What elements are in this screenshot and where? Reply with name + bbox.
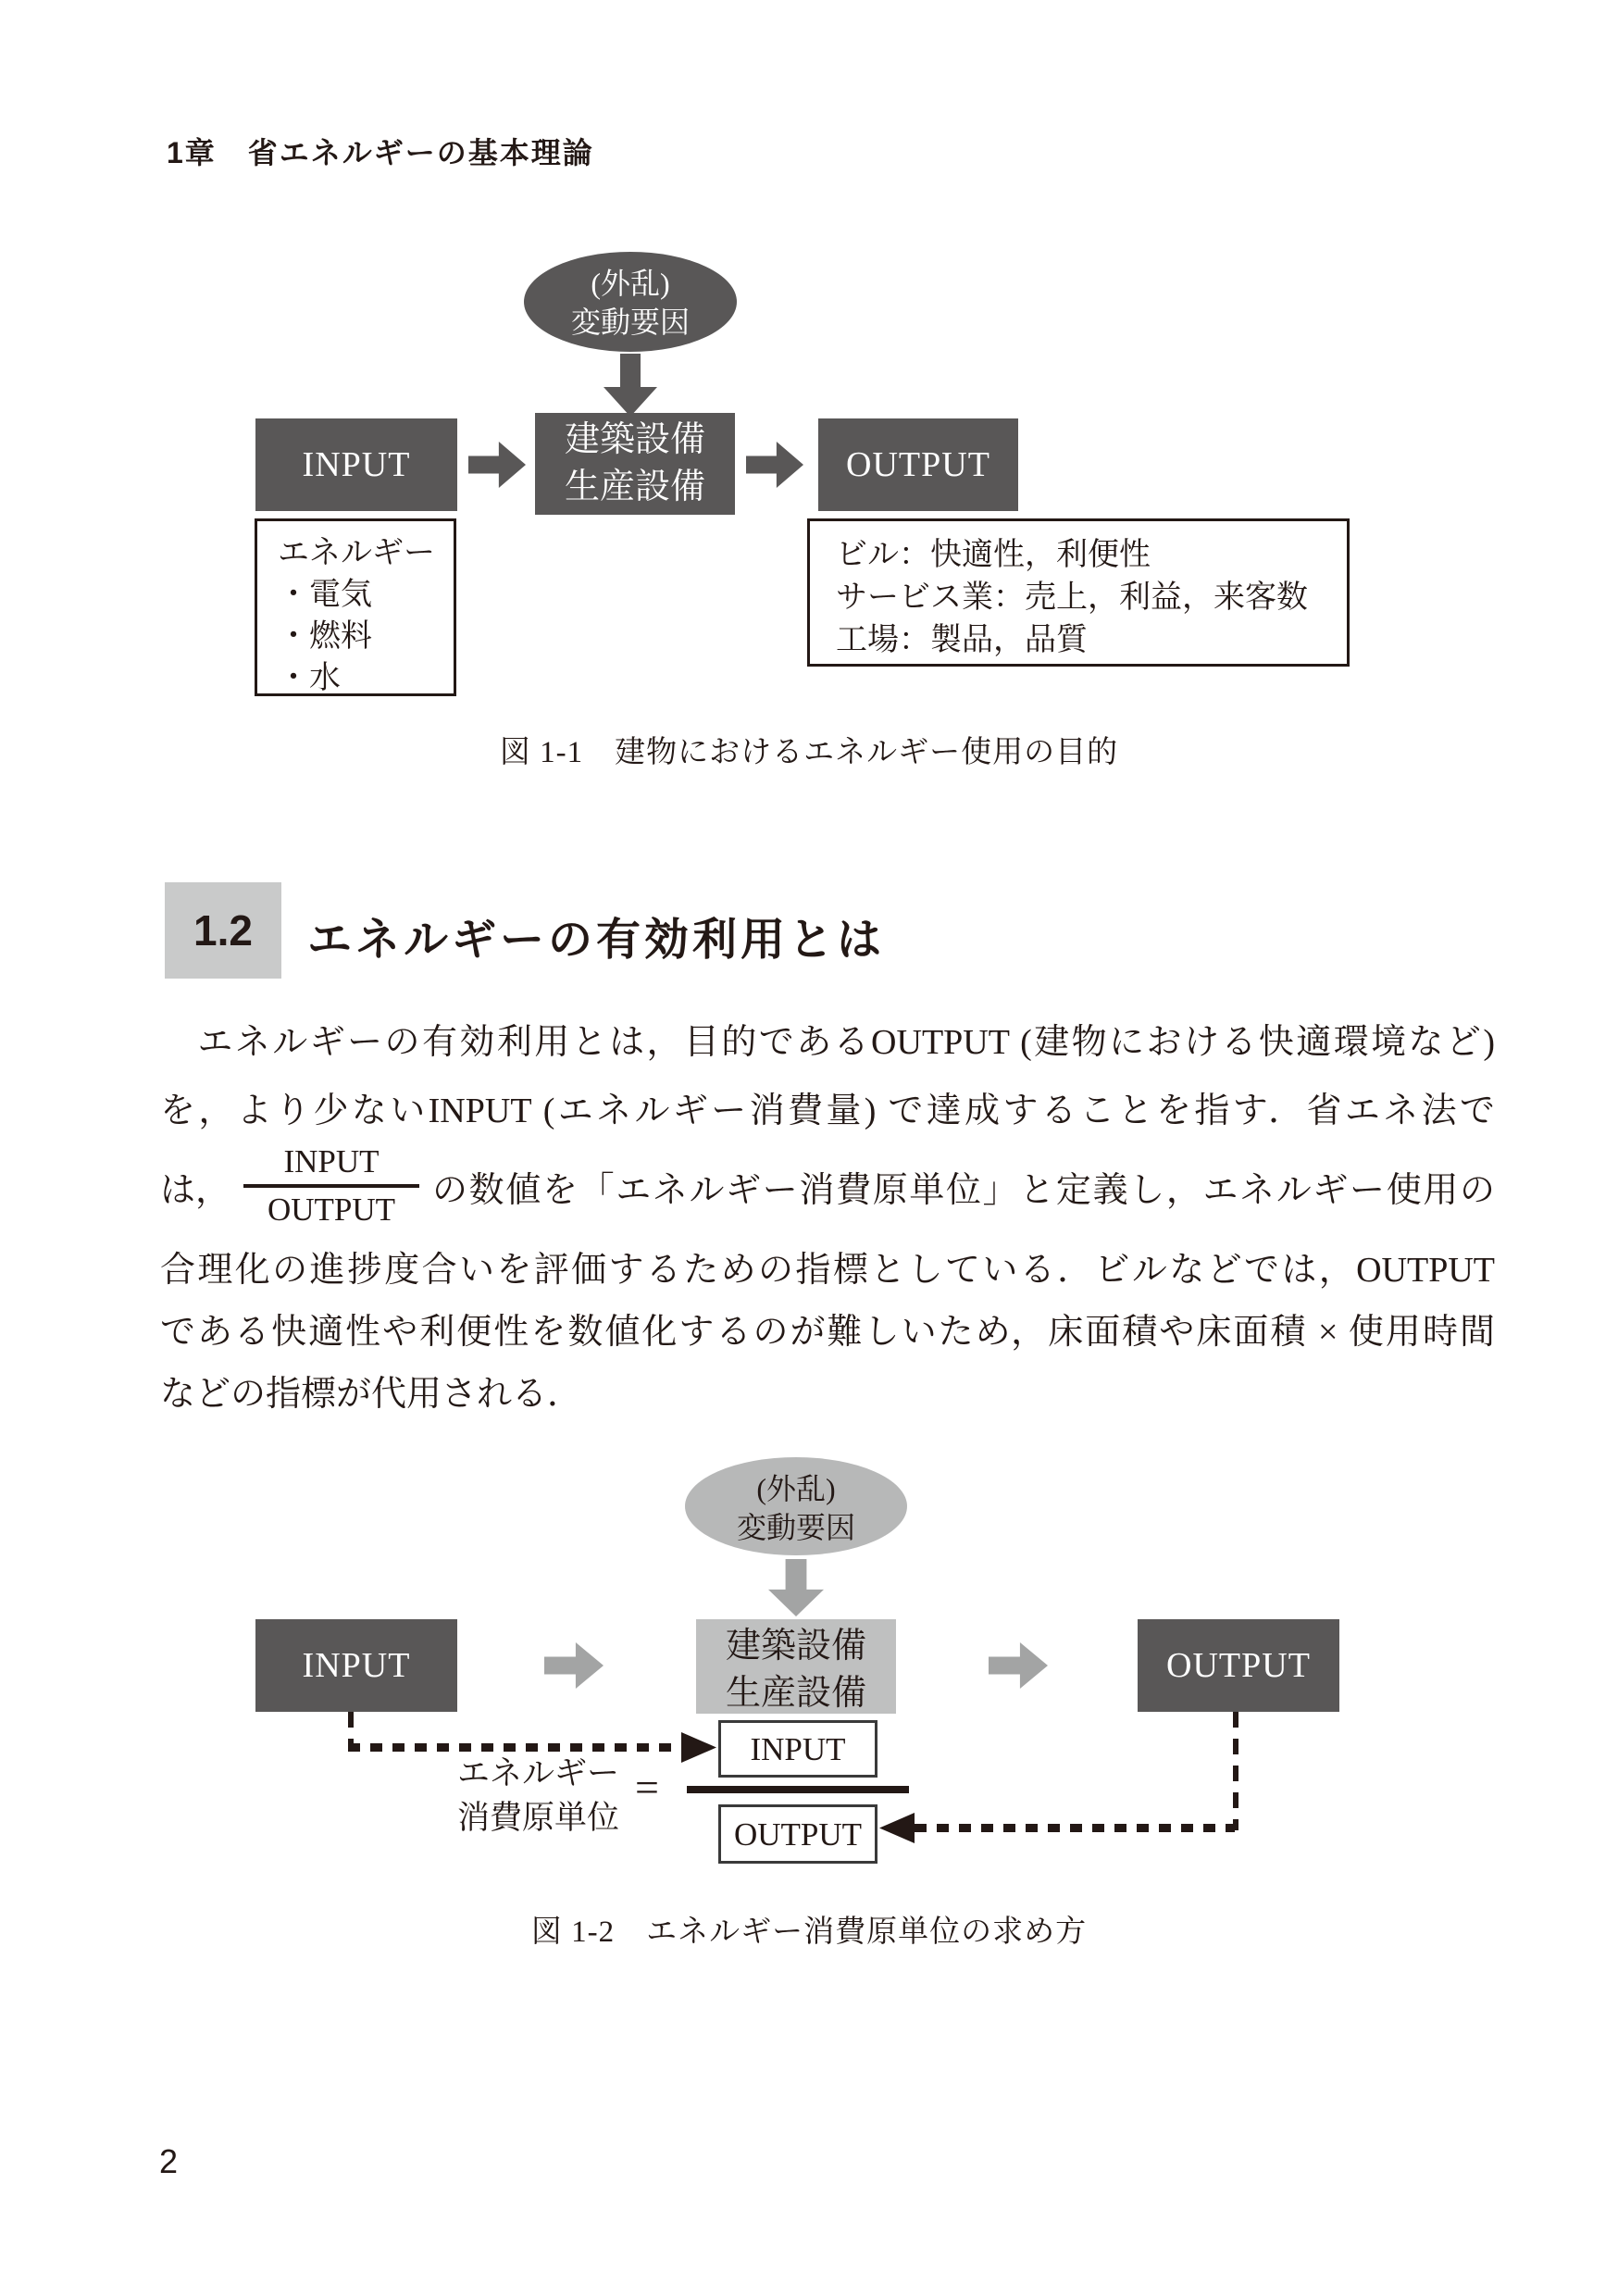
formula-numerator-box	[718, 1720, 877, 1778]
arrow-right-icon	[468, 442, 526, 488]
input-detail-box	[255, 518, 456, 696]
fraction-denominator: OUTPUT	[267, 1192, 396, 1228]
arrow-right-icon	[989, 1642, 1048, 1689]
output-label: OUTPUT	[846, 445, 990, 484]
dashed-connector-left-vertical	[348, 1712, 354, 1747]
formula-denominator-box	[718, 1804, 877, 1864]
body-line: を，より少ないINPUT (エネルギー消費量) で達成することを指す．省エネ法で	[160, 1092, 1495, 1130]
output-box	[1138, 1619, 1339, 1712]
process-line1: 建築設備	[564, 420, 705, 459]
disturbance-ellipse	[685, 1457, 907, 1555]
body-line-with-fraction	[160, 1137, 1495, 1235]
dashed-connector-right-horizontal	[915, 1824, 1235, 1832]
disturbance-line1: (外乱)	[756, 1472, 836, 1505]
output-detail-line: サービス業：売上，利益，来客数	[836, 580, 1308, 615]
disturbance-line1: (外乱)	[591, 267, 670, 300]
fraction-numerator: INPUT	[283, 1143, 380, 1179]
formula-numerator: INPUT	[750, 1731, 846, 1767]
process-line2: 生産設備	[725, 1674, 866, 1713]
input-detail-item: ・水	[278, 661, 341, 695]
output-detail-line: ビル：快適性，利便性	[836, 538, 1151, 572]
dashed-connector-right-vertical	[1233, 1712, 1238, 1830]
formula-label	[457, 1752, 633, 1841]
section-number: 1.2	[193, 906, 253, 955]
input-detail-title: エネルギー	[278, 536, 435, 570]
formula-label-line1: エネルギー	[457, 1755, 620, 1791]
body-line3-prefix: は，	[160, 1170, 231, 1210]
input-box	[255, 418, 457, 511]
disturbance-ellipse	[524, 252, 737, 352]
arrow-down-icon	[604, 354, 657, 417]
output-detail-box	[807, 518, 1350, 667]
formula-denominator: OUTPUT	[733, 1816, 863, 1853]
process-line1: 建築設備	[725, 1627, 866, 1666]
fraction-bar	[243, 1184, 419, 1188]
formula-fraction-bar	[687, 1786, 909, 1793]
input-detail-item: ・電気	[278, 578, 372, 612]
process-box	[696, 1619, 896, 1714]
body-line: などの指標が代用される．	[160, 1375, 583, 1414]
page-number: 2	[159, 2142, 179, 2180]
output-detail-line: 工場：製品，品質	[836, 623, 1088, 657]
input-label: INPUT	[302, 445, 411, 484]
arrowhead-left-icon	[879, 1813, 915, 1843]
section-title: エネルギーの有効利用とは	[307, 916, 886, 965]
body-line: 合理化の進捗度合いを評価するための指標としている．ビルなどでは，OUTPUT	[160, 1251, 1495, 1290]
arrowhead-right-icon	[681, 1732, 716, 1763]
body-line: である快適性や利便性を数値化するのが難しいため，床面積や床面積 × 使用時間	[160, 1313, 1495, 1352]
arrow-right-icon	[544, 1642, 604, 1689]
chapter-header: 1章 省エネルギーの基本理論	[167, 136, 594, 169]
inline-fraction	[243, 1142, 419, 1230]
section-number-box	[165, 882, 281, 979]
body-line3-suffix: の数値を「エネルギー消費原単位」と定義し，エネルギー使用の	[432, 1170, 1495, 1210]
body-line: エネルギーの有効利用とは，目的であるOUTPUT (建物における快適環境など)	[160, 1023, 1495, 1062]
output-label: OUTPUT	[1166, 1646, 1311, 1685]
input-box	[255, 1619, 457, 1712]
arrow-right-icon	[746, 442, 803, 488]
equals-sign: =	[635, 1764, 659, 1811]
input-label: INPUT	[302, 1646, 411, 1685]
input-detail-item: ・燃料	[278, 619, 372, 654]
figure1-caption: 図 1-1 建物におけるエネルギー使用の目的	[499, 736, 1119, 769]
output-box	[818, 418, 1018, 511]
process-line2: 生産設備	[564, 468, 705, 506]
arrow-down-icon	[768, 1559, 824, 1616]
formula-label-line2: 消費原単位	[457, 1800, 620, 1836]
dashed-connector-left-horizontal	[348, 1743, 681, 1752]
disturbance-line2: 変動要因	[570, 306, 690, 339]
figure2-caption: 図 1-2 エネルギー消費原単位の求め方	[530, 1915, 1088, 1949]
process-box	[535, 413, 735, 515]
disturbance-line2: 変動要因	[736, 1511, 855, 1544]
